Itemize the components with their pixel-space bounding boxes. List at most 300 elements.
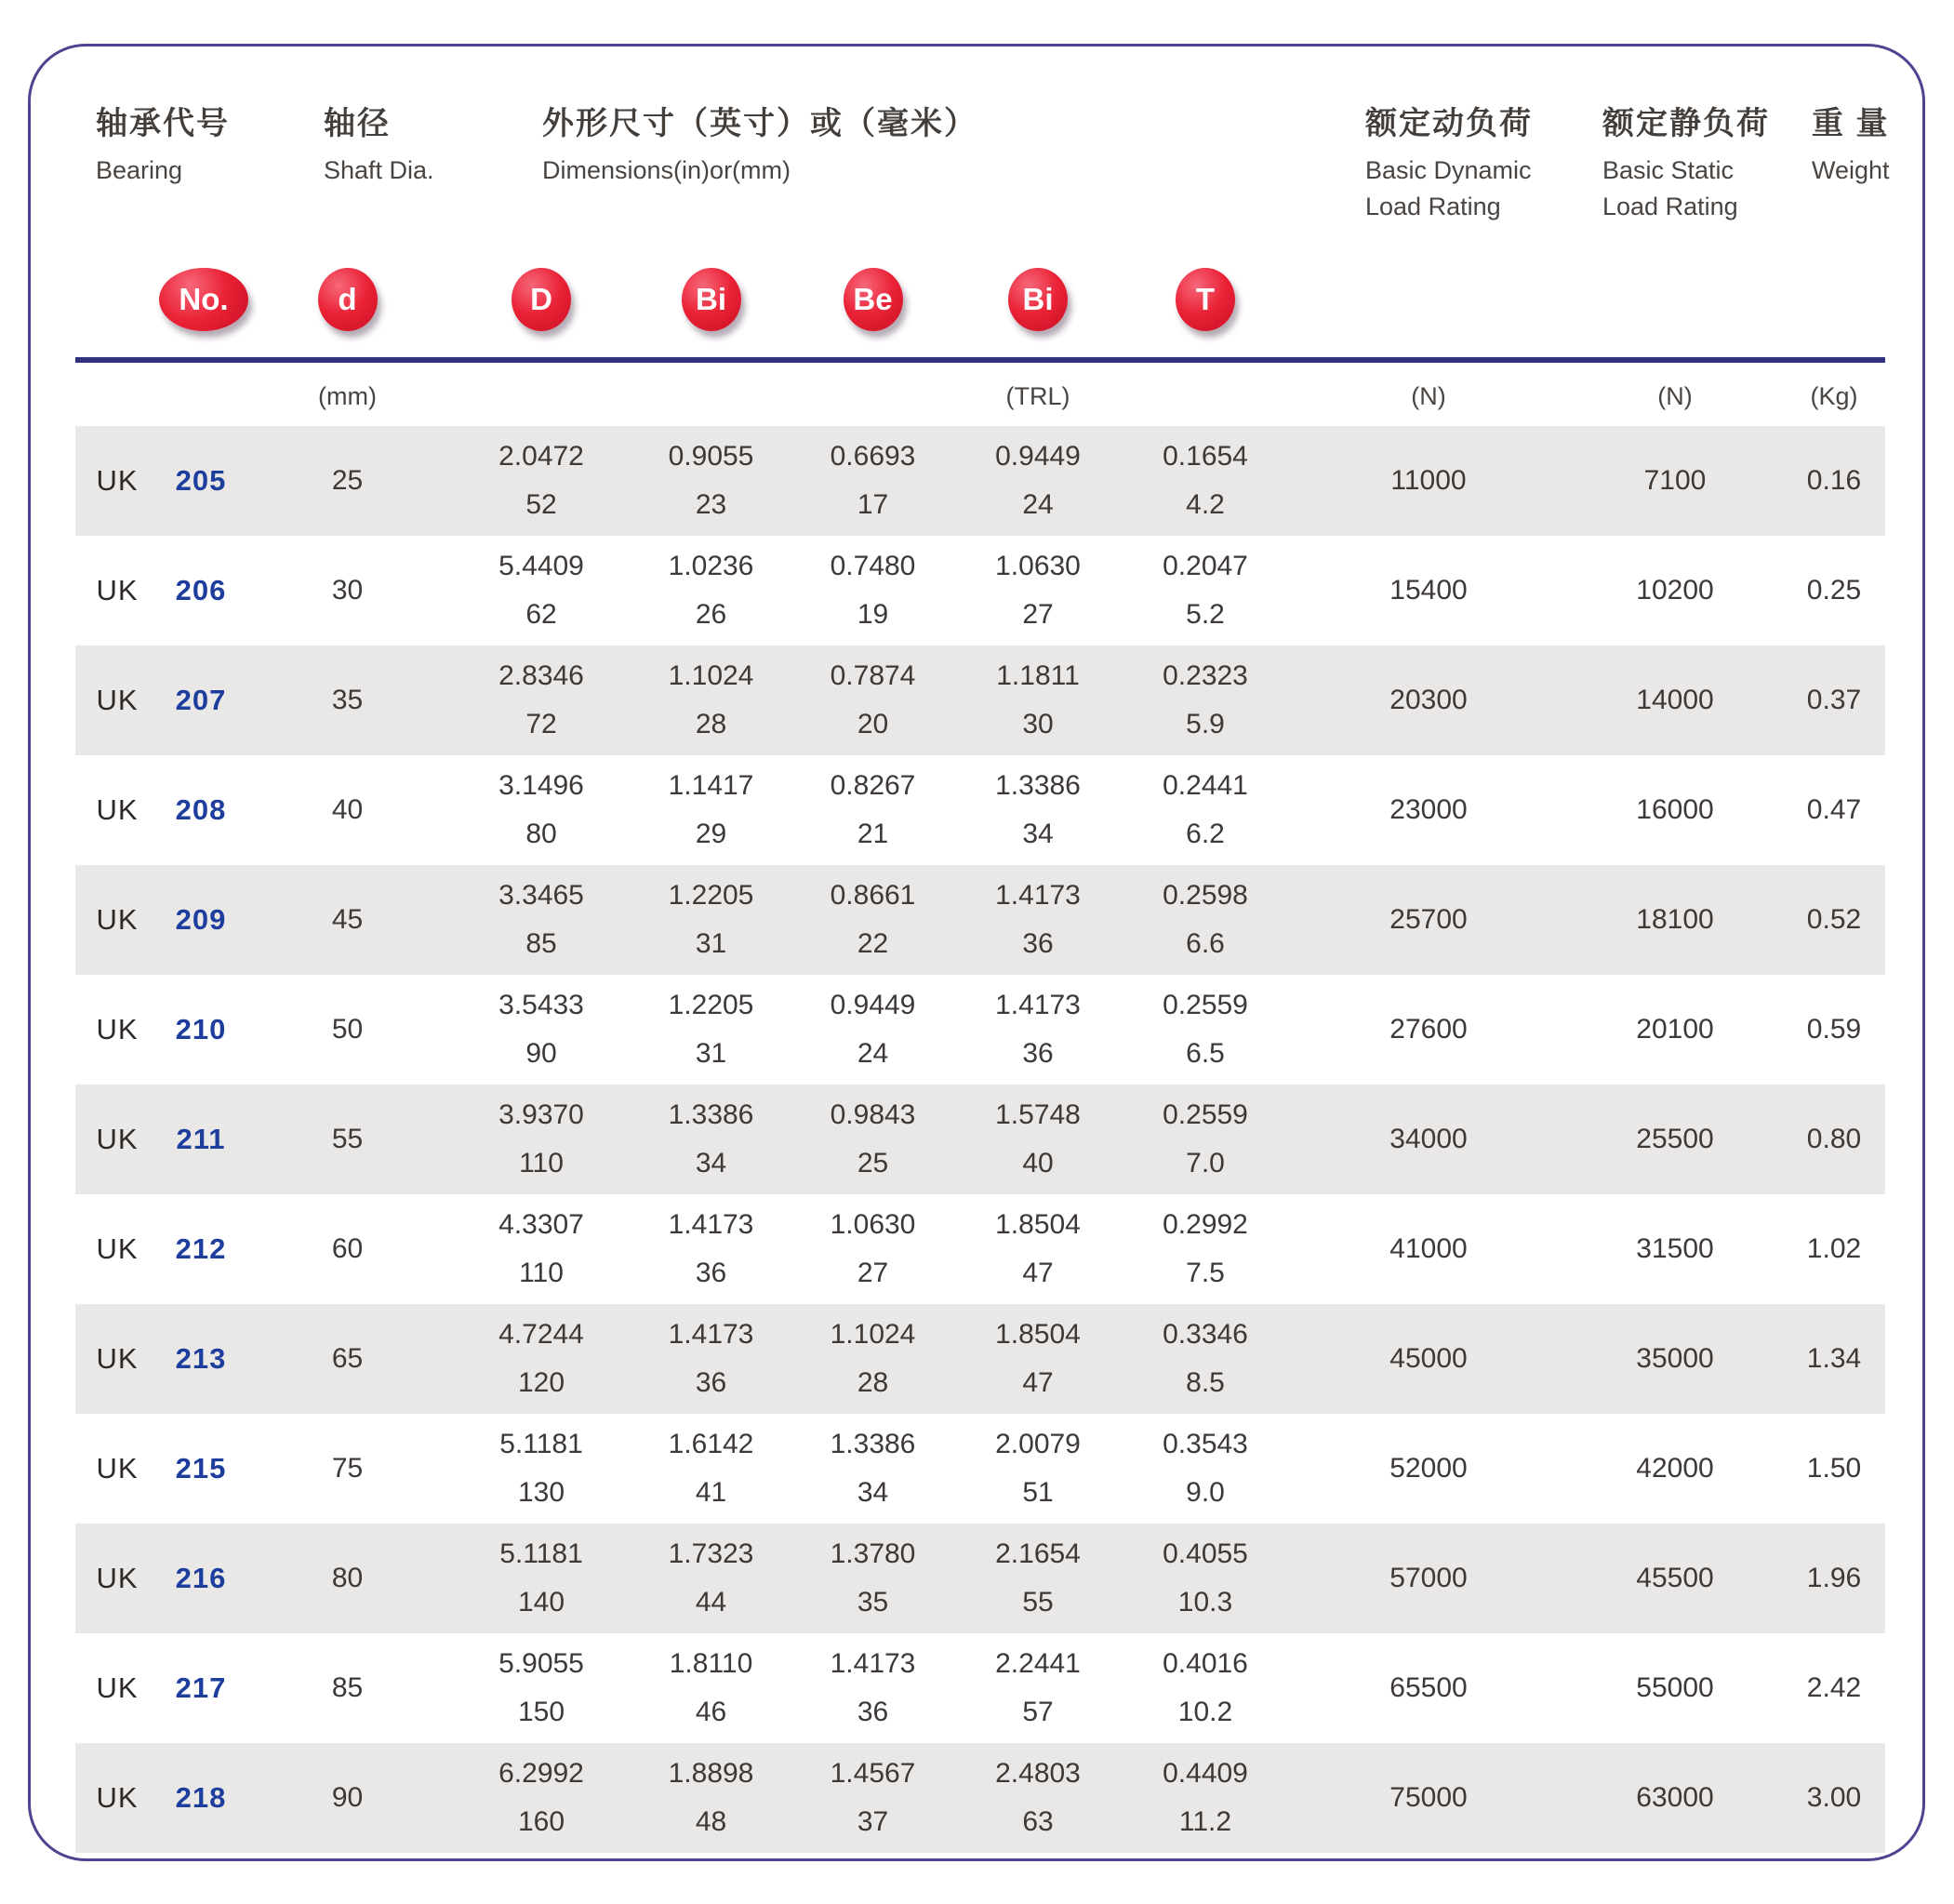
- bearing-number: 213: [175, 1342, 227, 1375]
- dim-Be-mm: 27: [857, 1258, 889, 1288]
- dim-D-cell: [452, 865, 631, 975]
- dim-T-mm: 7.0: [1186, 1148, 1225, 1178]
- weight-value: 1.34: [1806, 1343, 1862, 1374]
- dim-Be-cell: [791, 1414, 954, 1524]
- dim-Bi-inch: 1.8110: [669, 1648, 753, 1679]
- table-row: [75, 1743, 1885, 1853]
- dim-D-mm: 80: [525, 819, 557, 849]
- weight-value: 3.00: [1806, 1782, 1862, 1813]
- spec-sheet-card: [28, 44, 1925, 1861]
- bearing-prefix: UK: [96, 1562, 139, 1594]
- dim-D-inch: 5.1181: [499, 1538, 583, 1569]
- dim-Be-inch: 1.4173: [830, 1648, 916, 1679]
- dynamic-load-value: 45000: [1389, 1343, 1468, 1374]
- dim-D-inch: 3.9370: [498, 1099, 584, 1130]
- dim-Bi2-mm: 47: [1022, 1367, 1054, 1398]
- bearing-number: 212: [175, 1232, 227, 1265]
- dim-T-inch: 0.1654: [1163, 441, 1248, 472]
- dim-D-mm: 85: [525, 928, 557, 959]
- dynamic-load-value: 11000: [1390, 465, 1467, 496]
- dim-D-cell: [452, 1304, 631, 1414]
- static-load-value: 45500: [1636, 1563, 1714, 1593]
- dim-Bi-mm: 44: [695, 1587, 727, 1618]
- shaft-diameter-value: 35: [331, 685, 364, 715]
- shaft-diameter-value: 45: [331, 904, 364, 935]
- dim-D-inch: 3.5433: [498, 990, 584, 1020]
- header-static-en1: Basic Static: [1602, 156, 1735, 184]
- dim-Bi2-cell: [954, 426, 1122, 536]
- static-load-value: 55000: [1636, 1672, 1714, 1703]
- static-load-value: 10200: [1636, 575, 1714, 606]
- dim-Bi2-cell: [954, 1633, 1122, 1743]
- table-row: [75, 426, 1885, 536]
- dim-Be-mm: 35: [857, 1587, 889, 1618]
- static-load-value: 42000: [1636, 1453, 1714, 1484]
- shaft-diameter-value: 85: [331, 1672, 364, 1703]
- dim-Bi-mm: 28: [695, 709, 727, 739]
- table-row: [75, 1633, 1885, 1743]
- dim-Be-inch: 0.7874: [830, 660, 916, 691]
- shaft-diameter-value: 55: [331, 1124, 364, 1154]
- header-weight-en: Weight: [1812, 156, 1890, 184]
- header-weight-zh: 重 量: [1812, 106, 1890, 141]
- dim-Be-inch: 1.3386: [830, 1429, 916, 1459]
- dim-D-mm: 130: [517, 1477, 565, 1508]
- header-dimensions: [542, 98, 977, 189]
- dim-Be-cell: [791, 646, 954, 755]
- dim-Bi2-cell: [954, 1414, 1122, 1524]
- dim-T-inch: 0.3543: [1163, 1429, 1248, 1459]
- dim-Bi2-inch: 2.2441: [995, 1648, 1081, 1679]
- table-row: [75, 1524, 1885, 1633]
- dim-Bi2-cell: [954, 1085, 1122, 1194]
- badge-T: T: [1176, 268, 1235, 331]
- dim-Bi-mm: 31: [695, 1038, 727, 1069]
- shaft-diameter-value: 50: [331, 1014, 364, 1045]
- dim-Bi2-inch: 1.8504: [995, 1209, 1081, 1240]
- table-row: [75, 1085, 1885, 1194]
- table-row: [75, 646, 1885, 755]
- dim-Bi2-inch: 1.1811: [996, 660, 1080, 691]
- dim-D-mm: 120: [517, 1367, 565, 1398]
- dynamic-load-value: 52000: [1389, 1453, 1468, 1484]
- dim-Be-cell: [791, 1194, 954, 1304]
- badge-Bi2: Bi: [1008, 268, 1068, 331]
- header-bearing-en: Bearing: [96, 156, 183, 184]
- dim-Be-cell: [791, 755, 954, 865]
- table-row: [75, 536, 1885, 646]
- dim-T-mm: 7.5: [1186, 1258, 1225, 1288]
- bearing-number: 208: [175, 793, 227, 826]
- bearing-prefix: UK: [96, 1232, 139, 1265]
- bearing-prefix: UK: [96, 1123, 139, 1155]
- dim-D-cell: [452, 1524, 631, 1633]
- weight-value: 2.42: [1806, 1672, 1862, 1703]
- dynamic-load-value: 23000: [1389, 794, 1468, 825]
- header-shaft-dia: [324, 98, 434, 189]
- dim-Bi-mm: 36: [695, 1258, 727, 1288]
- dim-Bi-cell: [631, 1633, 791, 1743]
- dim-Bi2-cell: [954, 1194, 1122, 1304]
- dim-D-inch: 5.9055: [498, 1648, 584, 1679]
- dim-Bi2-mm: 63: [1022, 1806, 1054, 1837]
- weight-value: 0.47: [1806, 794, 1862, 825]
- dynamic-load-value: 57000: [1389, 1563, 1468, 1593]
- weight-value: 1.96: [1806, 1563, 1862, 1593]
- dim-T-cell: [1122, 1743, 1289, 1853]
- dim-Be-cell: [791, 1085, 954, 1194]
- header-shaft-en: Shaft Dia.: [324, 156, 434, 184]
- dim-T-mm: 9.0: [1186, 1477, 1225, 1508]
- dim-Bi-cell: [631, 1085, 791, 1194]
- dim-T-mm: 5.9: [1186, 709, 1225, 739]
- dim-Bi-inch: 1.2205: [668, 880, 754, 911]
- weight-value: 0.52: [1806, 904, 1862, 935]
- unit-kg: (Kg): [1810, 381, 1858, 410]
- badge-Be: Be: [844, 268, 903, 331]
- dim-Bi-mm: 23: [695, 489, 727, 520]
- dim-Be-cell: [791, 1743, 954, 1853]
- dim-T-cell: [1122, 1194, 1289, 1304]
- dim-Be-mm: 24: [857, 1038, 889, 1069]
- dim-Bi-inch: 1.4173: [668, 1319, 754, 1350]
- shaft-diameter-value: 90: [331, 1782, 364, 1813]
- dim-D-inch: 4.3307: [498, 1209, 584, 1240]
- bearing-number: 216: [175, 1562, 227, 1594]
- dim-Be-cell: [791, 1633, 954, 1743]
- dim-Be-inch: 0.7480: [830, 551, 916, 581]
- dim-Bi2-mm: 24: [1022, 489, 1054, 520]
- dim-Bi-cell: [631, 865, 791, 975]
- dim-Be-cell: [791, 1304, 954, 1414]
- dim-T-mm: 5.2: [1186, 599, 1225, 630]
- header-shaft-zh: 轴径: [324, 106, 391, 141]
- dim-T-inch: 0.2559: [1163, 990, 1248, 1020]
- dim-Bi2-inch: 1.4173: [995, 990, 1081, 1020]
- dim-Bi-cell: [631, 1524, 791, 1633]
- bearing-number: 206: [175, 574, 227, 606]
- dim-Bi2-inch: 2.0079: [995, 1429, 1081, 1459]
- dim-T-inch: 0.2323: [1163, 660, 1248, 691]
- bearing-prefix: UK: [96, 903, 139, 936]
- dim-Be-cell: [791, 865, 954, 975]
- dim-T-inch: 0.2047: [1163, 551, 1248, 581]
- static-load-value: 14000: [1636, 685, 1714, 715]
- dim-Bi-cell: [631, 1743, 791, 1853]
- dim-Bi2-mm: 30: [1022, 709, 1054, 739]
- dim-Be-inch: 0.9843: [830, 1099, 916, 1130]
- bearing-number: 207: [175, 684, 227, 716]
- dim-Bi-cell: [631, 1304, 791, 1414]
- dim-D-inch: 5.4409: [498, 551, 584, 581]
- header-dims-en: Dimensions(in)or(mm): [542, 156, 791, 184]
- badge-D: D: [512, 268, 571, 331]
- dim-Be-cell: [791, 1524, 954, 1633]
- bearing-number: 218: [175, 1781, 227, 1814]
- dim-D-mm: 150: [517, 1697, 565, 1727]
- dim-Bi-inch: 1.1024: [668, 660, 754, 691]
- dim-T-cell: [1122, 646, 1289, 755]
- header-static-en2: Load Rating: [1602, 193, 1738, 221]
- dim-Bi2-cell: [954, 1743, 1122, 1853]
- dim-D-mm: 52: [525, 489, 557, 520]
- dim-Bi2-mm: 36: [1022, 1038, 1054, 1069]
- dim-Bi2-inch: 1.0630: [995, 551, 1081, 581]
- dynamic-load-value: 75000: [1389, 1782, 1468, 1813]
- dim-Be-mm: 37: [857, 1806, 889, 1837]
- dim-T-inch: 0.2598: [1163, 880, 1248, 911]
- dim-Bi2-mm: 27: [1022, 599, 1054, 630]
- unit-n-static: (N): [1657, 381, 1693, 410]
- static-load-value: 25500: [1636, 1124, 1714, 1154]
- static-load-value: 63000: [1636, 1782, 1714, 1813]
- dim-D-cell: [452, 646, 631, 755]
- static-load-value: 7100: [1643, 465, 1707, 496]
- shaft-diameter-value: 60: [331, 1233, 364, 1264]
- table-row: [75, 1304, 1885, 1414]
- header-dynamic-zh: 额定动负荷: [1365, 106, 1533, 141]
- bearing-prefix: UK: [96, 1781, 139, 1814]
- dim-Bi2-inch: 1.5748: [995, 1099, 1081, 1130]
- dim-Bi-cell: [631, 426, 791, 536]
- dim-Be-mm: 36: [857, 1697, 889, 1727]
- static-load-value: 16000: [1636, 794, 1714, 825]
- dynamic-load-value: 20300: [1389, 685, 1468, 715]
- dim-Bi-inch: 1.6142: [668, 1429, 754, 1459]
- bearing-number: 209: [175, 903, 227, 936]
- dim-Bi2-inch: 1.3386: [995, 770, 1081, 801]
- weight-value: 1.02: [1806, 1233, 1862, 1264]
- bearing-prefix: UK: [96, 1671, 139, 1704]
- dim-Be-inch: 0.8267: [830, 770, 916, 801]
- shaft-diameter-value: 25: [331, 465, 364, 496]
- dim-Bi2-mm: 47: [1022, 1258, 1054, 1288]
- dim-Bi2-mm: 57: [1022, 1697, 1054, 1727]
- header-dynamic-en2: Load Rating: [1365, 193, 1501, 221]
- weight-value: 0.37: [1806, 685, 1862, 715]
- shaft-diameter-value: 40: [331, 794, 364, 825]
- dim-T-mm: 10.3: [1177, 1587, 1233, 1618]
- dim-D-cell: [452, 975, 631, 1085]
- dim-Be-mm: 17: [857, 489, 889, 520]
- dim-Bi2-cell: [954, 755, 1122, 865]
- dynamic-load-value: 15400: [1389, 575, 1468, 606]
- dim-D-cell: [452, 1194, 631, 1304]
- header-separator-rule: [75, 357, 1885, 363]
- dim-D-inch: 3.1496: [498, 770, 584, 801]
- dim-T-mm: 8.5: [1186, 1367, 1225, 1398]
- bearing-prefix: UK: [96, 793, 139, 826]
- table-row: [75, 975, 1885, 1085]
- dynamic-load-value: 34000: [1389, 1124, 1468, 1154]
- dim-T-mm: 11.2: [1178, 1806, 1232, 1837]
- dim-Bi-inch: 1.3386: [668, 1099, 754, 1130]
- dim-Bi2-inch: 2.4803: [995, 1758, 1081, 1789]
- table-row: [75, 755, 1885, 865]
- units-row: [75, 374, 1885, 419]
- dim-Bi-inch: 1.8898: [668, 1758, 754, 1789]
- header-static-load: [1602, 98, 1770, 225]
- dim-Be-cell: [791, 536, 954, 646]
- dim-Bi-inch: 0.9055: [668, 441, 754, 472]
- dim-D-cell: [452, 1414, 631, 1524]
- dim-D-cell: [452, 1085, 631, 1194]
- bearing-number: 210: [175, 1013, 227, 1045]
- dim-Bi-cell: [631, 975, 791, 1085]
- static-load-value: 31500: [1636, 1233, 1714, 1264]
- dim-D-mm: 72: [525, 709, 557, 739]
- bearing-prefix: UK: [96, 574, 139, 606]
- dim-Bi2-mm: 34: [1022, 819, 1054, 849]
- dim-Bi-cell: [631, 1414, 791, 1524]
- dim-D-inch: 6.2992: [498, 1758, 584, 1789]
- dim-Bi2-mm: 40: [1022, 1148, 1054, 1178]
- dim-Bi2-inch: 1.8504: [995, 1319, 1081, 1350]
- header-bearing: [96, 98, 230, 189]
- dim-Be-mm: 21: [857, 819, 889, 849]
- unit-mm: (mm): [318, 381, 377, 410]
- dim-T-inch: 0.3346: [1163, 1319, 1248, 1350]
- weight-value: 1.50: [1806, 1453, 1862, 1484]
- dim-D-inch: 5.1181: [499, 1429, 583, 1459]
- dim-D-mm: 110: [519, 1258, 564, 1288]
- dim-T-mm: 4.2: [1186, 489, 1225, 520]
- dim-Bi2-cell: [954, 646, 1122, 755]
- static-load-value: 18100: [1636, 904, 1714, 935]
- dynamic-load-value: 27600: [1389, 1014, 1468, 1045]
- dim-Be-inch: 1.1024: [830, 1319, 916, 1350]
- dim-D-mm: 140: [517, 1587, 565, 1618]
- dim-Bi-mm: 34: [695, 1148, 727, 1178]
- weight-value: 0.16: [1806, 465, 1862, 496]
- dim-T-cell: [1122, 755, 1289, 865]
- column-badge-row: [75, 253, 1885, 346]
- weight-value: 0.59: [1806, 1014, 1862, 1045]
- bearing-number: 211: [176, 1123, 226, 1155]
- unit-trl: (TRL): [1005, 381, 1070, 410]
- dim-Be-mm: 28: [857, 1367, 889, 1398]
- bearing-number: 205: [175, 464, 227, 497]
- dim-Bi2-cell: [954, 1304, 1122, 1414]
- dim-Bi2-mm: 51: [1022, 1477, 1054, 1508]
- dim-Bi-inch: 1.0236: [668, 551, 754, 581]
- shaft-diameter-value: 65: [331, 1343, 364, 1374]
- dim-Bi-cell: [631, 1194, 791, 1304]
- static-load-value: 35000: [1636, 1343, 1714, 1374]
- header-dims-zh: 外形尺寸（英寸）或（毫米）: [542, 106, 977, 141]
- dim-T-cell: [1122, 1633, 1289, 1743]
- dim-T-inch: 0.2992: [1163, 1209, 1248, 1240]
- dim-T-cell: [1122, 536, 1289, 646]
- dim-D-inch: 2.8346: [498, 660, 584, 691]
- dynamic-load-value: 41000: [1389, 1233, 1468, 1264]
- unit-n-dynamic: (N): [1411, 381, 1446, 410]
- dim-Bi-mm: 48: [695, 1806, 727, 1837]
- header-dynamic-load: [1365, 98, 1533, 225]
- dim-D-mm: 62: [525, 599, 557, 630]
- dim-T-mm: 6.5: [1186, 1038, 1225, 1069]
- weight-value: 0.80: [1806, 1124, 1862, 1154]
- dim-Bi2-inch: 2.1654: [995, 1538, 1081, 1569]
- dim-Bi-cell: [631, 755, 791, 865]
- dim-Bi2-cell: [954, 975, 1122, 1085]
- dim-D-inch: 4.7244: [498, 1319, 584, 1350]
- dim-T-cell: [1122, 1524, 1289, 1633]
- header-static-zh: 额定静负荷: [1602, 106, 1770, 141]
- shaft-diameter-value: 80: [331, 1563, 364, 1593]
- dim-Be-inch: 0.9449: [830, 990, 916, 1020]
- dim-D-cell: [452, 1633, 631, 1743]
- header-weight: [1812, 98, 1890, 189]
- bearing-prefix: UK: [96, 684, 139, 716]
- badge-Bi: Bi: [682, 268, 741, 331]
- dim-T-inch: 0.4409: [1163, 1758, 1248, 1789]
- dim-Bi-mm: 31: [695, 928, 727, 959]
- dim-Bi2-inch: 0.9449: [995, 441, 1081, 472]
- dim-Be-inch: 1.3780: [830, 1538, 916, 1569]
- dim-T-inch: 0.2559: [1163, 1099, 1248, 1130]
- bearing-number: 217: [175, 1671, 227, 1704]
- bearing-number: 215: [175, 1452, 227, 1485]
- shaft-diameter-value: 75: [331, 1453, 364, 1484]
- dim-Bi2-inch: 1.4173: [995, 880, 1081, 911]
- dim-T-inch: 0.2441: [1163, 770, 1248, 801]
- dim-T-cell: [1122, 1085, 1289, 1194]
- dim-Bi-inch: 1.1417: [668, 770, 754, 801]
- dim-D-cell: [452, 426, 631, 536]
- dim-Be-cell: [791, 975, 954, 1085]
- dim-Be-mm: 25: [857, 1148, 889, 1178]
- dim-T-cell: [1122, 865, 1289, 975]
- dim-D-cell: [452, 755, 631, 865]
- dim-Bi-cell: [631, 646, 791, 755]
- dim-D-mm: 110: [519, 1148, 564, 1178]
- dim-D-mm: 90: [525, 1038, 557, 1069]
- dim-D-cell: [452, 536, 631, 646]
- bearing-prefix: UK: [96, 1452, 139, 1485]
- dim-Bi-cell: [631, 536, 791, 646]
- dim-T-cell: [1122, 1304, 1289, 1414]
- dim-Be-inch: 1.0630: [830, 1209, 916, 1240]
- dim-Be-mm: 19: [857, 599, 889, 630]
- bearing-prefix: UK: [96, 1013, 139, 1045]
- dim-Bi2-cell: [954, 1524, 1122, 1633]
- dim-Be-inch: 0.8661: [830, 880, 916, 911]
- dynamic-load-value: 65500: [1389, 1672, 1468, 1703]
- dim-D-cell: [452, 1743, 631, 1853]
- dim-T-mm: 6.6: [1186, 928, 1225, 959]
- table-row: [75, 1414, 1885, 1524]
- dim-Be-mm: 22: [857, 928, 889, 959]
- table-row: [75, 1194, 1885, 1304]
- bearing-prefix: UK: [96, 1342, 139, 1375]
- dim-T-cell: [1122, 975, 1289, 1085]
- dim-D-mm: 160: [517, 1806, 565, 1837]
- dynamic-load-value: 25700: [1389, 904, 1468, 935]
- bearing-prefix: UK: [96, 464, 139, 497]
- dim-D-inch: 2.0472: [498, 441, 584, 472]
- dim-Bi-inch: 1.4173: [668, 1209, 754, 1240]
- dim-T-inch: 0.4016: [1163, 1648, 1248, 1679]
- dim-Bi2-cell: [954, 865, 1122, 975]
- dim-Bi-mm: 46: [695, 1697, 727, 1727]
- dim-D-inch: 3.3465: [498, 880, 584, 911]
- dim-Bi-mm: 29: [695, 819, 727, 849]
- bearing-table: [75, 426, 1885, 1853]
- dim-Bi2-mm: 55: [1022, 1587, 1054, 1618]
- header-dynamic-en1: Basic Dynamic: [1365, 156, 1532, 184]
- dim-Be-cell: [791, 426, 954, 536]
